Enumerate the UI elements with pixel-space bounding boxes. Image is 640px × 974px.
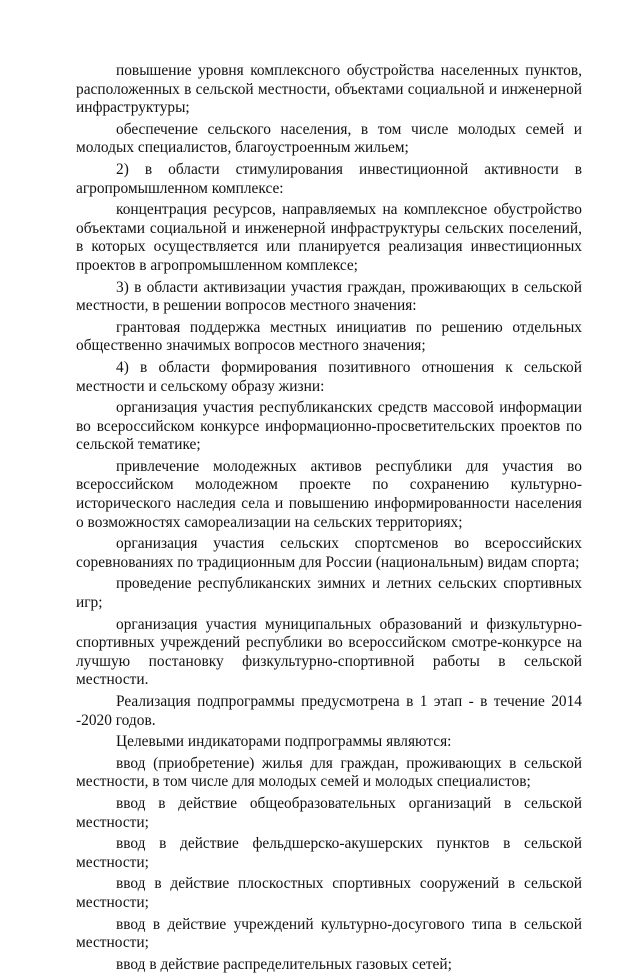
paragraph-12: организация участия муниципальных образований и физкультурно-спортивных учреждений республики во всероссийском смотре-конкурсе на лучшую постановку физкультурно-спортивной работы в сельской местности. <box>76 615 582 689</box>
paragraph-10: организация участия сельских спортсменов во всероссийских соревнованиях по традиционным для России (национальным) видам спорта; <box>76 535 582 571</box>
paragraph-17: ввод в действие фельдшерско-акушерских пунктов в сельской местности; <box>76 835 582 871</box>
paragraph-14: Целевыми индикаторами подпрограммы являются: <box>116 733 452 751</box>
paragraph-7: 4) в области формирования позитивного отношения к сельской местности и сельскому образу жизни: <box>76 358 582 395</box>
paragraph-13: Реализация подпрограммы предусмотрена в 1 этап - в течение 2014 -2020 годов. <box>76 693 582 729</box>
paragraph-18: ввод в действие плоскостных спортивных сооружений в сельской местности; <box>76 875 582 911</box>
paragraph-3: 2) в области стимулирования инвестиционной активности в агропромышленном комплексе: <box>76 160 582 197</box>
paragraph-6: грантовая поддержка местных инициатив по решению отдельных общественно значимых вопросов местного значения; <box>76 318 582 355</box>
paragraph-1: повышение уровня комплексного обустройства населенных пунктов, расположенных в сельской местности, объектами социальной и инженерной инфраструктуры; <box>76 62 582 117</box>
paragraph-8: организация участия республиканских средств массовой информации во всероссийском конкурсе информационно-просветительских проектов по сельской тематике; <box>76 399 582 454</box>
paragraph-15: ввод (приобретение) жилья для граждан, проживающих в сельской местности, в том числе для молодых семей и молодых специалистов; <box>76 754 582 791</box>
paragraph-19: ввод в действие учреждений культурно-досугового типа в сельской местности; <box>76 915 582 952</box>
paragraph-11: проведение республиканских зимних и летних сельских спортивных игр; <box>76 575 582 612</box>
paragraph-2: обеспечение сельского населения, в том числе молодых семей и молодых специалистов, благоустроенным жильем; <box>76 120 582 157</box>
paragraph-4: концентрация ресурсов, направляемых на комплексное обустройство объектами социальной и инженерной инфраструктуры сельских поселений, в которых осуществляется или планируется реализация инвестиционных проектов в агропромышленном комплексе; <box>76 201 582 274</box>
paragraph-9: привлечение молодежных активов республики для участия во всероссийском молодежном проекте по сохранению культурно-исторического наследия села и повышению информированности населения о возможностях самореализации на сельских территориях; <box>76 457 582 531</box>
paragraph-5: 3) в области активизации участия граждан, проживающих в сельской местности, в решении вопросов местного значения: <box>76 278 582 315</box>
paragraph-20: ввод в действие распределительных газовых сетей; <box>116 955 452 973</box>
document-page <box>76 62 582 974</box>
paragraph-16: ввод в действие общеобразовательных организаций в сельской местности; <box>76 794 582 831</box>
